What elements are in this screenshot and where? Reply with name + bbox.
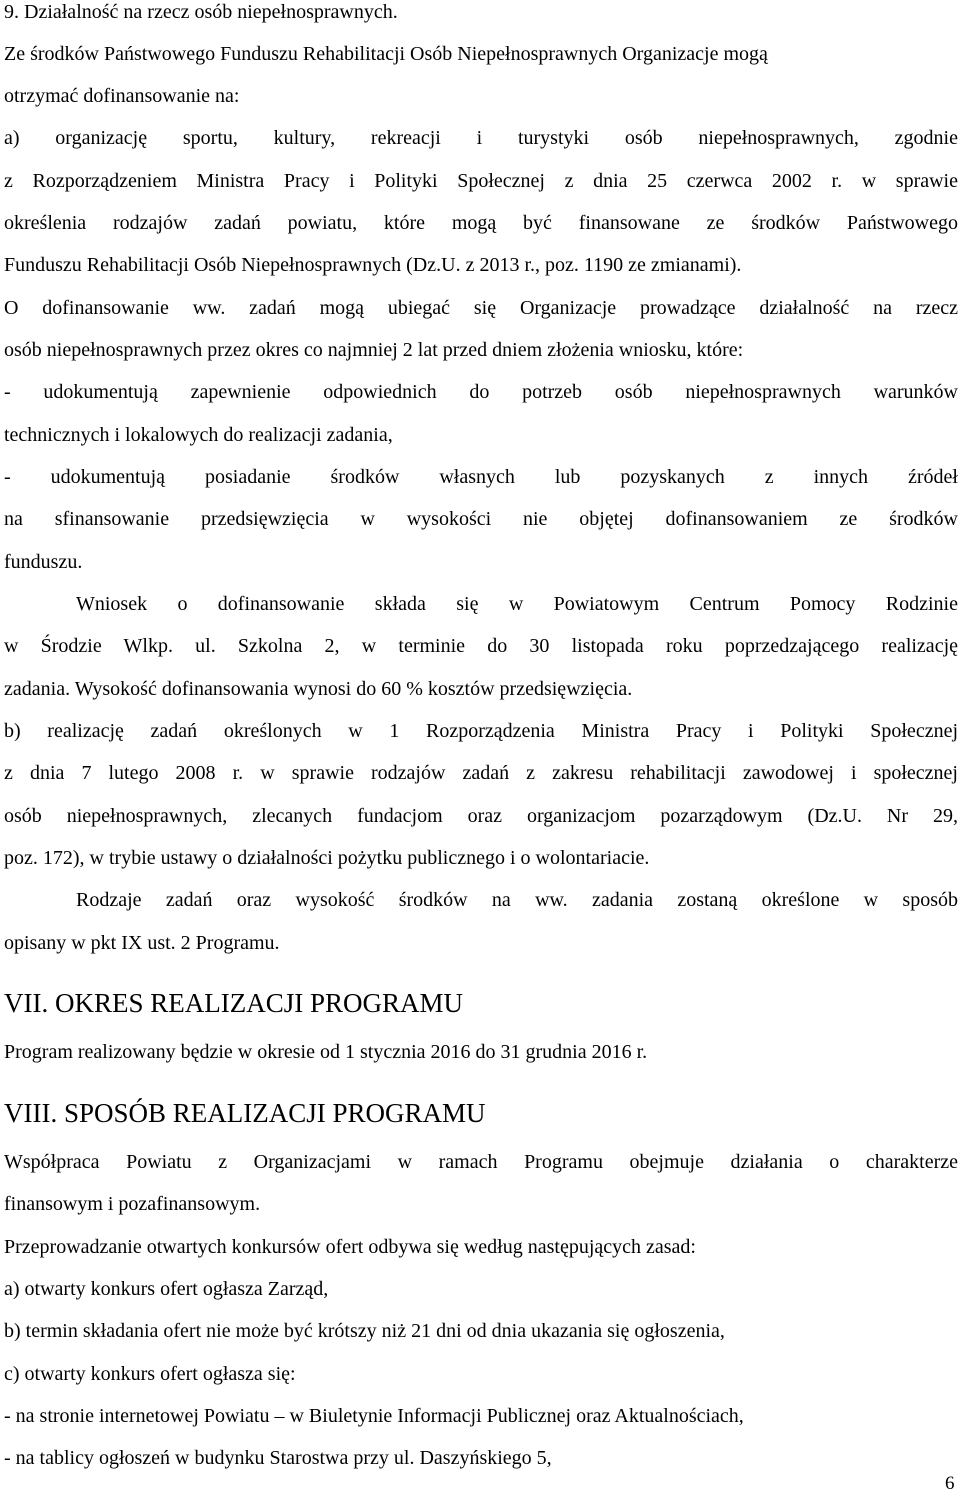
paragraph-line: określenia rodzajów zadań powiatu, które mogą być finansowane ze środków Państwowego (4, 212, 958, 234)
paragraph-line: Rodzaje zadań oraz wysokość środków na ww. zadania zostaną określone w sposób (76, 889, 958, 911)
list-item: - na stronie internetowej Powiatu – w Biuletynie Informacji Publicznej oraz Aktualnościach, (4, 1405, 744, 1427)
paragraph-line: - udokumentują posiadanie środków własnych lub pozyskanych z innych źródeł (4, 466, 958, 488)
paragraph-line: na sfinansowanie przedsięwzięcia w wysokości nie objętej dofinansowaniem ze środków (4, 508, 958, 530)
paragraph-line: Współpraca Powiatu z Organizacjami w ramach Programu obejmuje działania o charakterze (4, 1151, 958, 1173)
paragraph-line: opisany w pkt IX ust. 2 Programu. (4, 932, 280, 954)
section-heading: VIII. SPOSÓB REALIZACJI PROGRAMU (4, 1098, 486, 1128)
paragraph-line: O dofinansowanie ww. zadań mogą ubiegać się Organizacje prowadzące działalność na rzecz (4, 297, 958, 319)
paragraph-line: Funduszu Rehabilitacji Osób Niepełnosprawnych (Dz.U. z 2013 r., poz. 1190 ze zmianami). (4, 254, 742, 276)
paragraph-line: z dnia 7 lutego 2008 r. w sprawie rodzajów zadań z zakresu rehabilitacji zawodowej i społecznej (4, 762, 958, 784)
paragraph-line: z Rozporządzeniem Ministra Pracy i Polityki Społecznej z dnia 25 czerwca 2002 r. w sprawie (4, 170, 958, 192)
paragraph-line: osób niepełnosprawnych, zlecanych fundacjom oraz organizacjom pozarządowym (Dz.U. Nr 29, (4, 805, 958, 827)
list-item: b) termin składania ofert nie może być krótszy niż 21 dni od dnia ukazania się ogłoszenia, (4, 1320, 725, 1342)
paragraph-line: osób niepełnosprawnych przez okres co najmniej 2 lat przed dniem złożenia wniosku, które: (4, 339, 744, 361)
list-item: c) otwarty konkurs ofert ogłasza się: (4, 1363, 296, 1385)
list-item: a) otwarty konkurs ofert ogłasza Zarząd, (4, 1278, 329, 1300)
paragraph-line: technicznych i lokalowych do realizacji zadania, (4, 424, 393, 446)
list-item: - na tablicy ogłoszeń w budynku Starostwa przy ul. Daszyńskiego 5, (4, 1447, 552, 1469)
paragraph-line: w Środzie Wlkp. ul. Szkolna 2, w terminie do 30 listopada roku poprzedzającego realizację (4, 635, 958, 657)
paragraph-line: Ze środków Państwowego Funduszu Rehabilitacji Osób Niepełnosprawnych Organizacje mogą (4, 43, 768, 65)
paragraph-line: zadania. Wysokość dofinansowania wynosi do 60 % kosztów przedsięwzięcia. (4, 678, 633, 700)
paragraph-line: a) organizację sportu, kultury, rekreacji i turystyki osób niepełnosprawnych, zgodnie (4, 127, 958, 149)
paragraph-line: b) realizację zadań określonych w 1 Rozporządzenia Ministra Pracy i Polityki Społecznej (4, 720, 958, 742)
paragraph-line: Program realizowany będzie w okresie od 1 stycznia 2016 do 31 grudnia 2016 r. (4, 1041, 648, 1063)
paragraph-line: Wniosek o dofinansowanie składa się w Powiatowym Centrum Pomocy Rodzinie (76, 593, 958, 615)
section-title: 9. Działalność na rzecz osób niepełnosprawnych. (4, 1, 398, 23)
paragraph-line: Przeprowadzanie otwartych konkursów ofert odbywa się według następujących zasad: (4, 1236, 696, 1258)
section-heading: VII. OKRES REALIZACJI PROGRAMU (4, 988, 464, 1018)
paragraph-line: otrzymać dofinansowanie na: (4, 85, 240, 107)
paragraph-line: poz. 172), w trybie ustawy o działalności pożytku publicznego i o wolontariacie. (4, 847, 650, 869)
paragraph-line: - udokumentują zapewnienie odpowiednich do potrzeb osób niepełnosprawnych warunków (4, 381, 958, 403)
page-number: 6 (945, 1473, 955, 1494)
paragraph-line: finansowym i pozafinansowym. (4, 1193, 261, 1215)
paragraph-line: funduszu. (4, 551, 83, 573)
